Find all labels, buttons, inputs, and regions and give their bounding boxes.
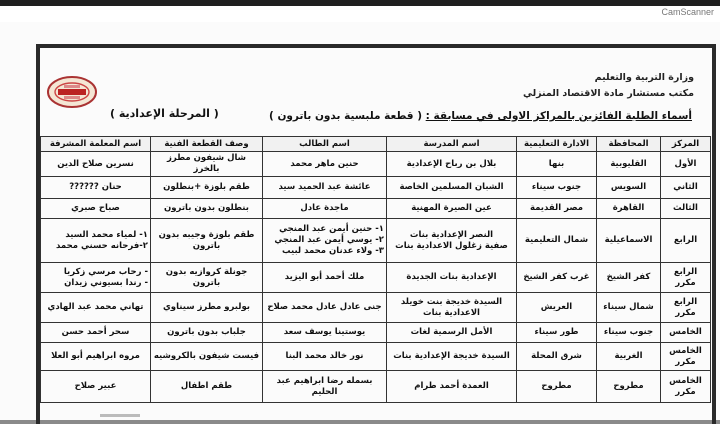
cell-administration: مطروح xyxy=(517,371,597,403)
scanner-top-bar xyxy=(0,0,720,22)
table-row xyxy=(41,293,711,323)
cell-school: عين الصيرة المهنية xyxy=(387,199,517,219)
cell-rank: الخامس مكرر xyxy=(661,371,711,403)
cell-administration: العريش xyxy=(517,293,597,323)
cell-student: عائشة عبد الحميد سيد xyxy=(263,177,387,199)
table-row xyxy=(41,323,711,343)
document-title xyxy=(269,110,692,122)
cell-student: حنين ماهر محمد xyxy=(263,152,387,177)
cell-teacher: مروه ابراهيم أبو العلا xyxy=(41,343,151,371)
cell-rank: الثالث xyxy=(661,199,711,219)
faded-footer-mark xyxy=(100,414,140,417)
col-header-teacher: اسم المعلمة المشرفة xyxy=(41,137,151,152)
cell-piece: شال شيفون مطرز بالخرز xyxy=(151,152,263,177)
col-header-administration: الادارة التعليمية xyxy=(517,137,597,152)
cell-school: النصر الإعدادية بنات صفية زغلول الاعدادية بنات xyxy=(387,219,517,263)
cell-student: ملك أحمد أبو اليزيد xyxy=(263,263,387,293)
cell-school: السيدة خديجة الإعدادية بنات xyxy=(387,343,517,371)
cell-governorate: القاهرة xyxy=(597,199,661,219)
cell-school: السيدة خديجة بنت خويلد الاعدادية بنات xyxy=(387,293,517,323)
cell-governorate: مطروح xyxy=(597,371,661,403)
cell-governorate: جنوب سيناء xyxy=(597,323,661,343)
cell-rank: الرابع مكرر xyxy=(661,293,711,323)
table-row xyxy=(41,219,711,263)
title-contest: ( قطعة ملبسية بدون باترون ) xyxy=(268,110,423,122)
cell-piece: جلباب بدون باترون xyxy=(151,323,263,343)
cell-student: جنى عادل عادل محمد صلاح xyxy=(263,293,387,323)
cell-governorate: كفر الشيخ xyxy=(597,263,661,293)
table-row xyxy=(41,343,711,371)
cell-administration: شرق المحلة xyxy=(517,343,597,371)
office-name: مكتب مستشار مادة الاقتصاد المنزلي xyxy=(522,88,694,99)
cell-governorate: الاسماعيلية xyxy=(597,219,661,263)
winners-table xyxy=(40,136,711,403)
col-header-rank: المركز xyxy=(661,137,711,152)
cell-school: الإعدادية بنات الجديدة xyxy=(387,263,517,293)
table-header-row xyxy=(41,137,711,152)
title-prefix: أسماء الطلبة الفائزين بالمراكز الاولى في مسابقة : xyxy=(425,110,692,122)
cell-rank: الرابع مكرر xyxy=(661,263,711,293)
stage-label: ( المرحلة الإعدادية ) xyxy=(110,107,219,120)
cell-student: نور خالد محمد البنا xyxy=(263,343,387,371)
cell-piece: فيست شيفون بالكروشيه xyxy=(151,343,263,371)
cell-teacher: صباح صبري xyxy=(41,199,151,219)
cell-teacher: حنان ?????? xyxy=(41,177,151,199)
top-dark-stripe xyxy=(0,0,720,6)
ministry-name: وزارة التربية والتعليم xyxy=(594,72,694,83)
cell-rank: الخامس مكرر xyxy=(661,343,711,371)
cell-administration: بنها xyxy=(517,152,597,177)
cell-administration: شمال التعليمية xyxy=(517,219,597,263)
cell-rank: الخامس xyxy=(661,323,711,343)
scanner-label: CamScanner xyxy=(661,7,714,17)
cell-teacher: ١- لمياء محمد السيد ٢-فرحانه حسني محمد xyxy=(41,219,151,263)
cell-piece: بنطلون بدون باترون xyxy=(151,199,263,219)
cell-school: العمدة أحمد طرام xyxy=(387,371,517,403)
table-row xyxy=(41,263,711,293)
cell-student: ١- حنين أيمن عبد المنجي ٢- يوسي أيمن عبد المنجي ٣- ولاء عدنان محمد لبيب xyxy=(263,219,387,263)
cell-student: بسمله رضا ابراهيم عبد الحليم xyxy=(263,371,387,403)
col-header-student: اسم الطالب xyxy=(263,137,387,152)
cell-student: يوستينا يوسف سعد xyxy=(263,323,387,343)
cell-governorate: السويس xyxy=(597,177,661,199)
cell-school: الأمل الرسمية لغات xyxy=(387,323,517,343)
cell-piece: بولبرو مطرز سيناوي xyxy=(151,293,263,323)
cell-teacher: - رحاب مرسي زكريا - رندا بسيوني زيدان xyxy=(41,263,151,293)
cell-governorate: القليوبية xyxy=(597,152,661,177)
cell-school: الشبان المسلمين الخاصة xyxy=(387,177,517,199)
cell-governorate: الغربية xyxy=(597,343,661,371)
col-header-piece: وصف القطعة الفنية xyxy=(151,137,263,152)
cell-administration: مصر القديمة xyxy=(517,199,597,219)
table-row xyxy=(41,177,711,199)
cell-student: ماجدة عادل xyxy=(263,199,387,219)
cell-teacher: سحر أحمد حسن xyxy=(41,323,151,343)
cell-piece: طقم اطفال xyxy=(151,371,263,403)
cell-piece: طقم بلوزة +بنطلون xyxy=(151,177,263,199)
cell-rank: الرابع xyxy=(661,219,711,263)
table-row xyxy=(41,371,711,403)
table-row xyxy=(41,199,711,219)
cell-administration: طور سيناء xyxy=(517,323,597,343)
cell-administration: غرب كفر الشيخ xyxy=(517,263,597,293)
cell-teacher: عبير صلاح xyxy=(41,371,151,403)
cell-rank: الأول xyxy=(661,152,711,177)
col-header-governorate: المحافظة xyxy=(597,137,661,152)
ministry-seal-logo-icon xyxy=(46,74,98,110)
cell-administration: جنوب سيناء xyxy=(517,177,597,199)
cell-rank: الثاني xyxy=(661,177,711,199)
cell-piece: طقم بلوزة وجيبه بدون باترون xyxy=(151,219,263,263)
cell-teacher: تهاني محمد عبد الهادي xyxy=(41,293,151,323)
cell-teacher: نسرين صلاح الدين xyxy=(41,152,151,177)
col-header-school: اسم المدرسة xyxy=(387,137,517,152)
cell-school: بلال بن رباح الإعدادية xyxy=(387,152,517,177)
table-row xyxy=(41,152,711,177)
cell-piece: جونلة كروازيه بدون باترون xyxy=(151,263,263,293)
cell-governorate: شمال سيناء xyxy=(597,293,661,323)
